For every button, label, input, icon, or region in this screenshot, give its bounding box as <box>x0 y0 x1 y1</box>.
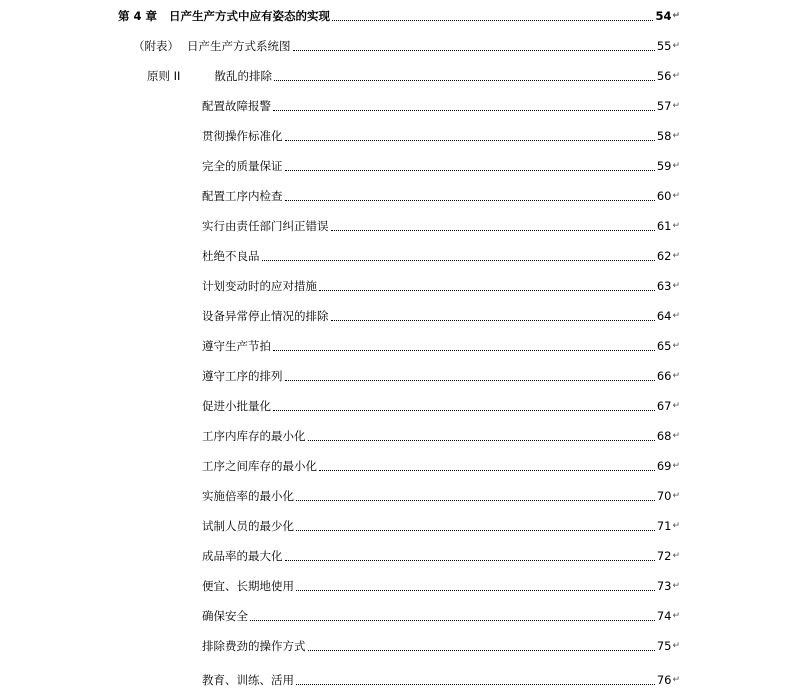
dot-leader <box>273 410 655 411</box>
item-title: 完全的质量保证 <box>202 159 283 173</box>
dot-leader <box>274 80 655 81</box>
toc-item[interactable] <box>202 398 680 414</box>
chapter-label: 第 4 章 <box>118 9 158 23</box>
dot-leader <box>296 684 655 685</box>
dot-leader <box>293 50 655 51</box>
item-title: 配置工序内检查 <box>202 189 283 203</box>
paragraph-mark-icon: ↵ <box>672 101 680 111</box>
page-number: 58 <box>656 129 672 143</box>
page-number: 54 <box>655 9 672 23</box>
item-title: 工序之间库存的最小化 <box>202 459 317 473</box>
paragraph-mark-icon: ↵ <box>672 221 680 231</box>
dot-leader <box>285 200 655 201</box>
paragraph-mark-icon: ↵ <box>672 461 680 471</box>
paragraph-mark-icon: ↵ <box>672 401 680 411</box>
paragraph-mark-icon: ↵ <box>672 191 680 201</box>
dot-leader <box>250 620 655 621</box>
paragraph-mark-icon: ↵ <box>672 371 680 381</box>
appendix-title: 日产生产方式系统图 <box>187 39 291 53</box>
paragraph-mark-icon: ↵ <box>672 341 680 351</box>
item-title: 工序内库存的最小化 <box>202 429 306 443</box>
principle-label: 原则 II <box>147 69 181 83</box>
page-number: 62 <box>656 249 672 263</box>
toc-item[interactable] <box>202 428 680 444</box>
item-title: 排除费劲的操作方式 <box>202 639 306 653</box>
toc-item[interactable] <box>202 308 680 324</box>
page-number: 65 <box>656 339 672 353</box>
item-title: 教育、训练、活用 <box>202 673 294 687</box>
toc-item[interactable] <box>202 548 680 564</box>
dot-leader <box>331 230 655 231</box>
item-title: 实行由责任部门纠正错误 <box>202 219 329 233</box>
item-title: 贯彻操作标准化 <box>202 129 283 143</box>
paragraph-mark-icon: ↵ <box>672 311 680 321</box>
paragraph-mark-icon: ↵ <box>672 551 680 561</box>
paragraph-mark-icon: ↵ <box>672 11 680 21</box>
toc-item[interactable] <box>202 368 680 384</box>
item-title: 试制人员的最少化 <box>202 519 294 533</box>
toc-item[interactable] <box>202 278 680 294</box>
paragraph-mark-icon: ↵ <box>672 161 680 171</box>
page-number: 73 <box>656 579 672 593</box>
page-number: 70 <box>656 489 672 503</box>
page-number: 68 <box>656 429 672 443</box>
page-number: 56 <box>656 69 672 83</box>
paragraph-mark-icon: ↵ <box>672 641 680 651</box>
page-number: 72 <box>656 549 672 563</box>
toc-item[interactable] <box>202 128 680 144</box>
item-title: 设备异常停止情况的排除 <box>202 309 329 323</box>
paragraph-mark-icon: ↵ <box>672 611 680 621</box>
dot-leader <box>285 560 655 561</box>
dot-leader <box>296 590 655 591</box>
paragraph-mark-icon: ↵ <box>672 281 680 291</box>
dot-leader <box>319 290 655 291</box>
page-number: 67 <box>656 399 672 413</box>
page-number: 66 <box>656 369 672 383</box>
page-number: 55 <box>656 39 672 53</box>
toc-item[interactable] <box>202 218 680 234</box>
toc-item[interactable] <box>202 608 680 624</box>
toc-item[interactable] <box>202 638 680 654</box>
page-number: 59 <box>656 159 672 173</box>
dot-leader <box>331 320 655 321</box>
item-title: 遵守生产节拍 <box>202 339 271 353</box>
toc-item[interactable] <box>202 188 680 204</box>
page-number: 61 <box>656 219 672 233</box>
item-title: 遵守工序的排列 <box>202 369 283 383</box>
page-number: 57 <box>656 99 672 113</box>
toc-appendix-entry[interactable] <box>133 38 680 54</box>
toc-item[interactable] <box>202 158 680 174</box>
page-number: 75 <box>656 639 672 653</box>
dot-leader <box>262 260 655 261</box>
paragraph-mark-icon: ↵ <box>672 431 680 441</box>
toc-item[interactable] <box>202 458 680 474</box>
paragraph-mark-icon: ↵ <box>672 521 680 531</box>
paragraph-mark-icon: ↵ <box>672 131 680 141</box>
chapter-title: 日产生产方式中应有姿态的实现 <box>169 9 331 23</box>
page-number: 63 <box>656 279 672 293</box>
toc-item[interactable] <box>202 578 680 594</box>
item-title: 杜绝不良品 <box>202 249 260 263</box>
paragraph-mark-icon: ↵ <box>672 675 680 685</box>
page-number: 76 <box>656 673 672 687</box>
page-number: 69 <box>656 459 672 473</box>
dot-leader <box>296 500 655 501</box>
dot-leader <box>273 350 655 351</box>
dot-leader <box>273 110 655 111</box>
toc-item[interactable] <box>202 672 680 688</box>
appendix-label: （附表） <box>133 39 179 53</box>
toc-item[interactable] <box>202 518 680 534</box>
paragraph-mark-icon: ↵ <box>672 41 680 51</box>
page-number: 74 <box>656 609 672 623</box>
item-title: 确保安全 <box>202 609 248 623</box>
dot-leader <box>308 440 655 441</box>
paragraph-mark-icon: ↵ <box>672 491 680 501</box>
dot-leader <box>332 20 653 21</box>
paragraph-mark-icon: ↵ <box>672 251 680 261</box>
page-number: 60 <box>656 189 672 203</box>
toc-item[interactable] <box>202 488 680 504</box>
dot-leader <box>285 170 655 171</box>
item-title: 成品率的最大化 <box>202 549 283 563</box>
dot-leader <box>308 650 655 651</box>
toc-item[interactable] <box>202 248 680 264</box>
dot-leader <box>285 380 655 381</box>
principle-title: 散乱的排除 <box>214 69 272 83</box>
dot-leader <box>319 470 655 471</box>
item-title: 配置故障报警 <box>202 99 271 113</box>
page-number: 71 <box>656 519 672 533</box>
toc-principle-entry[interactable] <box>147 68 680 84</box>
item-title: 实施倍率的最小化 <box>202 489 294 503</box>
paragraph-mark-icon: ↵ <box>672 71 680 81</box>
item-title: 便宜、长期地使用 <box>202 579 294 593</box>
item-title: 计划变动时的应对措施 <box>202 279 317 293</box>
toc-item[interactable] <box>202 338 680 354</box>
item-title: 促进小批量化 <box>202 399 271 413</box>
dot-leader <box>285 140 655 141</box>
toc-item[interactable] <box>202 98 680 114</box>
dot-leader <box>296 530 655 531</box>
paragraph-mark-icon: ↵ <box>672 581 680 591</box>
toc-chapter-entry[interactable] <box>118 8 680 24</box>
page-number: 64 <box>656 309 672 323</box>
